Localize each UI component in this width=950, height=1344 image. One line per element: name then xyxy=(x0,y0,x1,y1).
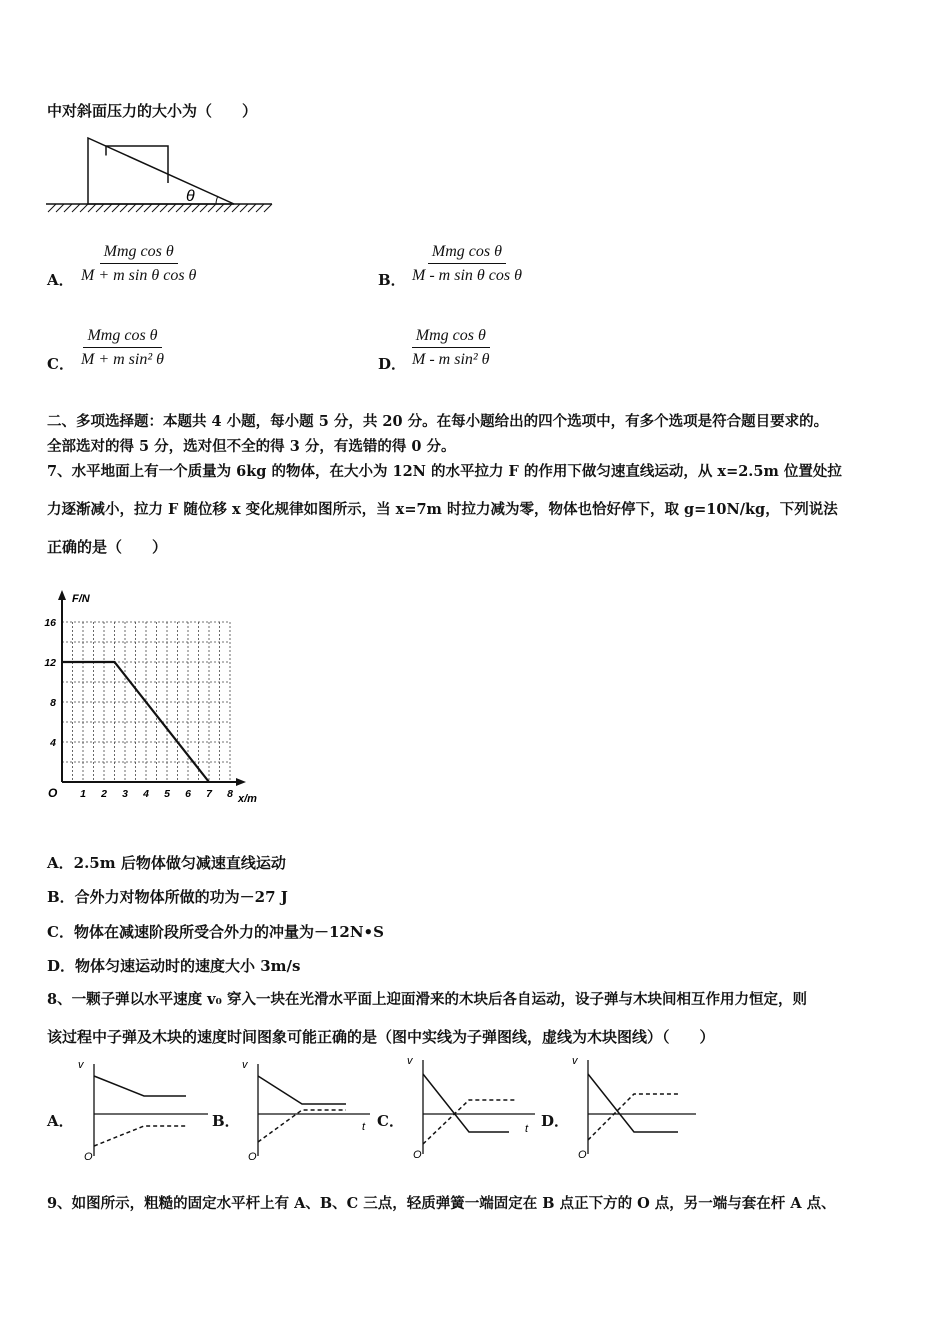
q6-option-c-denominator: M + m sin² θ xyxy=(81,351,165,368)
ground-hatch xyxy=(48,204,272,212)
q6-option-a-label[interactable]: A． xyxy=(47,271,74,289)
q8-graph-c[interactable] xyxy=(405,1052,545,1162)
block xyxy=(106,146,168,183)
q6-option-a-formula[interactable] xyxy=(77,243,200,285)
q6-option-b-numerator: Mmg cos θ xyxy=(428,243,506,264)
block-line xyxy=(423,1100,515,1144)
q8-graph-b[interactable] xyxy=(240,1058,380,1163)
v-axis-label: v xyxy=(242,1059,248,1071)
q7-stem-line2: 力逐渐减小，拉力 F 随位移 x 变化规律如图所示，当 x=7m 时拉力减为零，物体也恰好停下，取 g=10N/kg，下列说法 xyxy=(47,501,838,518)
y-tick-label: 4 xyxy=(50,737,56,749)
y-tick-label: 8 xyxy=(50,697,56,709)
q8-stem-line1: 8、一颗子弹以水平速度 v₀ 穿入一块在光滑水平面上迎面滑来的木块后各自运动，设子弹与木块间相互作用力恒定，则 xyxy=(47,991,807,1008)
q7-option-b[interactable]: B．合外力对物体所做的功为－27 J xyxy=(47,888,288,906)
y-axis-arrow xyxy=(58,590,66,600)
q8-option-a-label[interactable]: A． xyxy=(47,1112,74,1130)
q8-option-b-label[interactable]: B． xyxy=(212,1112,240,1130)
q6-option-b-denominator: M - m sin θ cos θ xyxy=(412,267,522,284)
q6-stem-tail: 中对斜面压力的大小为（ ） xyxy=(47,102,258,120)
q6-option-d-numerator: Mmg cos θ xyxy=(412,327,490,348)
q7-option-a[interactable]: A．2.5m 后物体做匀减速直线运动 xyxy=(47,854,286,872)
bullet-line xyxy=(94,1076,186,1096)
y-axis-label: F/N xyxy=(72,593,90,605)
q6-option-b-formula[interactable] xyxy=(408,243,526,285)
x-tick-label: 6 xyxy=(185,788,191,800)
bullet-line xyxy=(588,1074,678,1132)
v-axis-label: v xyxy=(78,1059,84,1071)
o-label: O xyxy=(84,1151,93,1163)
q7-option-d[interactable]: D．物体匀速运动时的速度大小 3m/s xyxy=(47,957,301,975)
o-label: O xyxy=(248,1151,257,1163)
q8-option-c-label[interactable]: C． xyxy=(377,1112,404,1130)
t-axis-label: t xyxy=(525,1123,529,1135)
q6-option-c-formula[interactable] xyxy=(77,327,168,369)
force-displacement-chart xyxy=(40,585,260,815)
x-axis-label: x/m xyxy=(238,793,257,805)
block-line xyxy=(588,1094,678,1140)
theta-label: θ xyxy=(186,188,195,205)
o-label: O xyxy=(578,1149,587,1161)
q6-option-a-numerator: Mmg cos θ xyxy=(100,243,178,264)
t-axis-label: t xyxy=(362,1121,366,1133)
incline-figure xyxy=(44,136,276,216)
x-axis-arrow xyxy=(236,778,246,786)
x-tick-label: 4 xyxy=(143,788,149,800)
q8-graph-a[interactable] xyxy=(76,1058,216,1163)
block-line xyxy=(258,1110,346,1142)
v-axis-label: v xyxy=(407,1055,413,1067)
q7-stem-line3: 正确的是（ ） xyxy=(47,538,168,556)
q6-option-d-formula[interactable] xyxy=(408,327,494,369)
q8-graph-d[interactable] xyxy=(570,1052,710,1162)
y-tick-label: 12 xyxy=(44,657,56,669)
x-tick-label: 3 xyxy=(122,788,128,800)
o-label: O xyxy=(413,1149,422,1161)
x-tick-label: 2 xyxy=(101,788,107,800)
q6-option-d-label[interactable]: D． xyxy=(378,355,407,373)
section2-heading-line1: 二、多项选择题：本题共 4 小题，每小题 5 分，共 20 分。在每小题给出的四个选项中，有多个选项是符合题目要求的。 xyxy=(47,413,829,430)
x-tick-label: 8 xyxy=(227,788,233,800)
block-line xyxy=(94,1126,186,1146)
x-tick-label: 1 xyxy=(80,788,86,800)
q6-option-d-denominator: M - m sin² θ xyxy=(412,351,490,368)
q6-option-a-denominator: M + m sin θ cos θ xyxy=(81,267,197,284)
theta-arc xyxy=(216,196,218,204)
q6-option-c-label[interactable]: C． xyxy=(47,355,74,373)
q6-option-b-label[interactable]: B． xyxy=(378,271,406,289)
x-tick-label: 5 xyxy=(164,788,170,800)
origin-label: O xyxy=(48,786,58,800)
y-tick-label: 16 xyxy=(44,617,56,629)
q6-option-c-numerator: Mmg cos θ xyxy=(83,327,161,348)
q7-stem-line1: 7、水平地面上有一个质量为 6kg 的物体，在大小为 12N 的水平拉力 F 的作用下做匀速直线运动，从 x=2.5m 位置处拉 xyxy=(47,463,842,480)
x-tick-label: 7 xyxy=(206,788,212,800)
q8-stem-line2: 该过程中子弹及木块的速度时间图象可能正确的是（图中实线为子弹图线，虚线为木块图线）（ ） xyxy=(47,1028,715,1046)
bullet-line xyxy=(258,1076,346,1104)
v-axis-label: v xyxy=(572,1055,578,1067)
section2-heading-line2: 全部选对的得 5 分，选对但不全的得 3 分，有选错的得 0 分。 xyxy=(47,438,456,455)
q8-option-d-label[interactable]: D． xyxy=(541,1112,570,1130)
q9-stem-line1: 9、如图所示，粗糙的固定水平杆上有 A、B、C 三点，轻质弹簧一端固定在 B 点正下方的 O 点，另一端与套在杆 A 点、 xyxy=(47,1195,836,1212)
q7-option-c[interactable]: C．物体在减速阶段所受合外力的冲量为－12N•S xyxy=(47,923,384,941)
wedge xyxy=(88,138,234,204)
